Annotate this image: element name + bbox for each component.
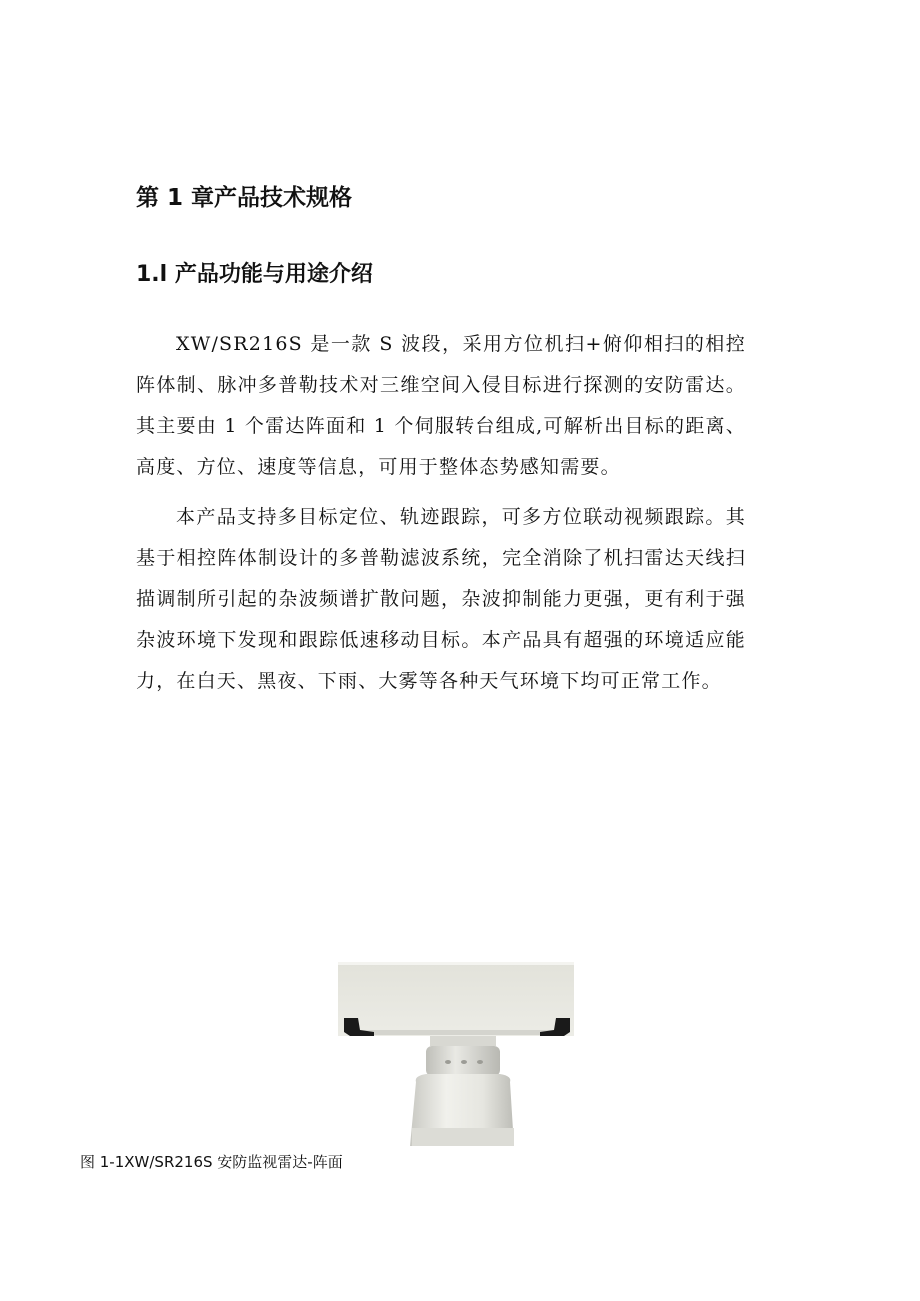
section-title: 1.l 产品功能与用途介绍 <box>136 262 373 287</box>
paragraph-2: 本产品支持多目标定位、轨迹跟踪，可多方位联动视频跟踪。其基于相控阵体制设计的多普勒滤波系统，完全消除了机扫雷达天线扫描调制所引起的杂波频谱扩散问题，杂波抑制能力更强，更有利于强杂波环境下发现和跟踪低速移动目标。本产品具有超强的环境适应能力，在白天、黑夜、下雨、大雾等各种天气环境下均可正常工作。 <box>136 506 746 692</box>
chapter-title: 第 1 章产品技术规格 <box>136 185 353 211</box>
radar-device-image <box>334 960 580 1146</box>
radar-figure <box>334 960 580 1146</box>
radar-panel <box>338 962 574 1036</box>
body-text <box>136 324 746 711</box>
paragraph-1: XW/SR216S 是一款 S 波段，采用方位机扫+俯仰相扫的相控阵体制、脉冲多普勒技术对三维空间入侵目标进行探测的安防雷达。其主要由 1 个雷达阵面和 1 个伺服转台组成,可解析出目标的距离、高度、方位、速度等信息，可用于整体态势感知需要。 <box>136 333 746 478</box>
figure-caption: 图 1-1XW/SR216S 安防监视雷达-阵面 <box>80 1153 343 1171</box>
